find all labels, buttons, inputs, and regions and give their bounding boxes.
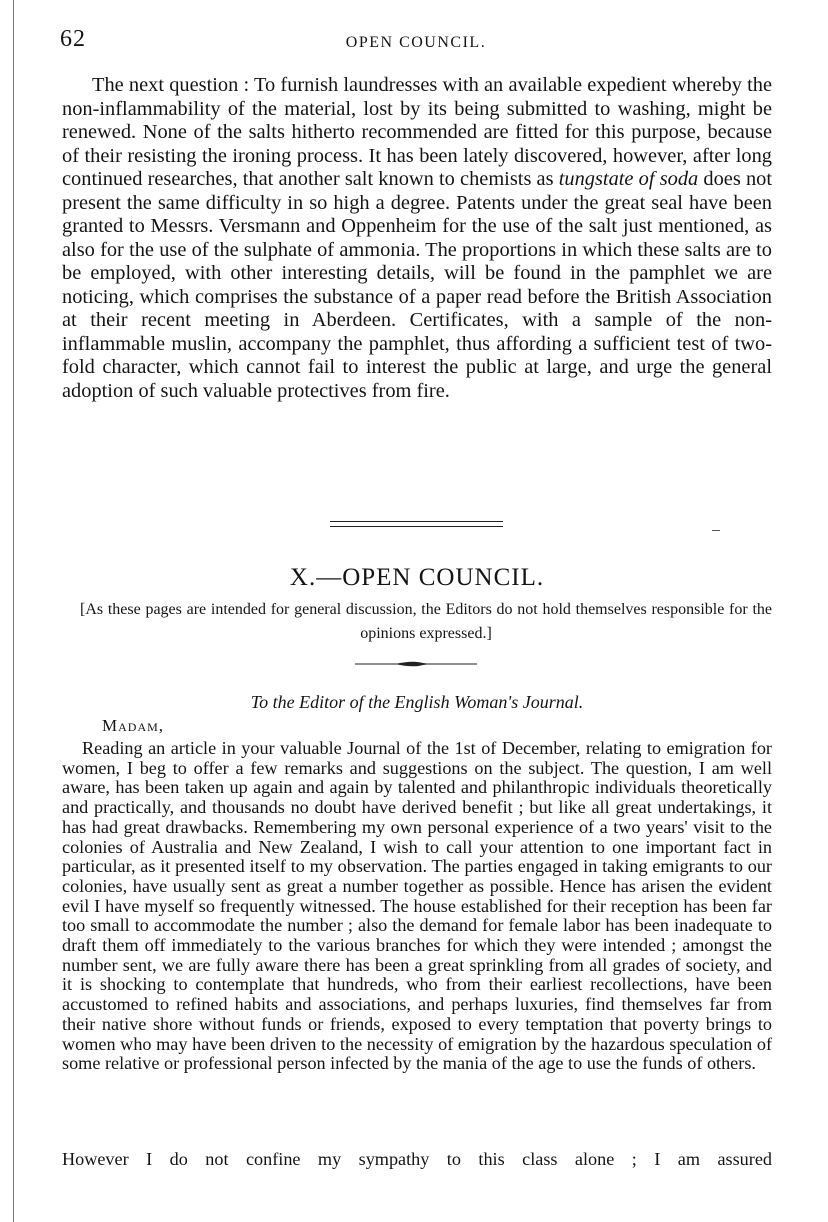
section-title: X.—OPEN COUNCIL. (289, 564, 545, 591)
ornamental-rule-icon (355, 660, 477, 668)
salutation-text: Madam, (102, 716, 165, 735)
divider-mark (712, 530, 720, 531)
section-divider-double-rule (330, 521, 503, 527)
letter-paragraph-2-text: However I do not confine my sympathy to this class alone ; I am assured (62, 1149, 772, 1169)
editor-disclaimer-note: [As these pages are intended for general discussion, the Editors do not hold themselves responsible for the opinions expressed.] (80, 601, 772, 642)
letter-salutation (102, 716, 164, 736)
italic-term-tungstate-of-soda: tungstate of soda (558, 168, 699, 190)
letter-paragraph-1 (62, 739, 772, 1074)
page-number: 62 (60, 26, 86, 52)
paragraph-text-after-italic: does not present the same difficulty in so high a degree. Patents under the great seal have been granted to Messrs. Versmann and Oppenheim for the use of the salt just mentioned, as also for the use of the sulphate of ammonia. The proportions in which these salts are to be employed, with other interesting details, will be found in the pamphlet we are noticing, which comprises the substance of a paper read before the British Association at their recent meeting in Aberdeen. Certificates, with a sample of the non-inflammable muslin, accompany the pamphlet, thus affording a sufficient test of two-fold character, which cannot fail to interest the public at large, and urge the general adoption of such valuable protectives from fire. (62, 168, 772, 402)
article-closing-paragraph (62, 74, 772, 403)
running-head (60, 26, 772, 56)
letter-heading: To the Editor of the English Woman's Journal. (250, 692, 584, 712)
letter-paragraph-1-text: Reading an article in your valuable Journal of the 1st of December, relating to emigration for women, I beg to offer a few remarks and suggestions on the subject. The question, I am well aware, has been taken up again and again by talented and philanthropic individuals theoretically and practically, and thousands no doubt have derived benefit ; but like all great undertakings, it has had great drawbacks. Remembering my own personal experience of a two years' visit to the colonies of Australia and New Zealand, I wish to call your attention to one important fact in particular, as it presented itself to my observation. The parties engaged in taking emigrants to our colonies, have usually sent as great a number together as possible. Hence has arisen the evident evil I have myself so frequently witnessed. The house established for their reception has been far too small to accommodate the number ; also the demand for female labor has been inadequate to draft them off immediately to the various branches for which they were intended ; amongst the number sent, we are fully aware there has been a great sprinkling from all grades of society, and it is shocking to contemplate that hundreds, who from their earliest recollections, have been accustomed to refined habits and associations, and perhaps luxuries, find themselves far from their native shore without funds or friends, exposed to every temptation that poverty brings to women who may have been driven to the necessity of emigration by the hazardous speculation of some relative or professional person infected by the mania of the age to use the funds of others. (62, 738, 772, 1074)
page-edge-rule (13, 0, 14, 1222)
paragraph-text-before-italic: The next question : To furnish laundresses with an available expedient whereby the non-inflammability of the material, lost by its being submitted to washing, might be renewed. None of the salts hitherto recommended are fitted for this purpose, because of their resisting the ironing process. It has been lately discovered, however, after long continued researches, that another salt known to chemists as (62, 74, 772, 190)
letter-paragraph-2 (62, 1149, 772, 1169)
running-head-title: OPEN COUNCIL. (345, 34, 487, 51)
